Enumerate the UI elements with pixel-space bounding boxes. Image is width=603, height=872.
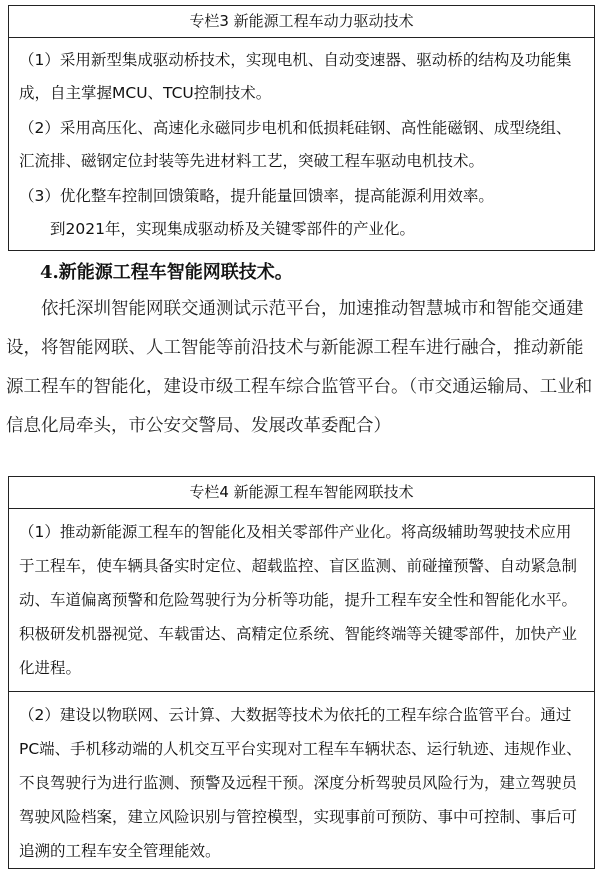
section-paragraph: 依托深圳智能网联交通测试示范平台，加速推动智慧城市和智能交通建设，将智能网联、人工智能等前沿技术与新能源工程车进行融合，推动新能源工程车的智能化，建设市级工程车综合监管平台。（市交通运输局、工业和信息化局牵头，市公安交警局、发展改革委配合） — [6, 299, 593, 436]
box-3-item-2: （2）采用高压化、高速化永磁同步电机和低损耗硅钢、高性能磁钢、成型绕组、汇流排、磁钢定位封装等先进材料工艺，突破工程车驱动电机技术。 — [19, 119, 572, 170]
sidebar-box-3 — [8, 5, 595, 251]
sidebar-box-4 — [8, 476, 595, 869]
box-3-item-3: （3）优化整车控制回馈策略，提升能量回馈率，提高能源利用效率。 — [19, 187, 494, 205]
box-3-body — [9, 38, 594, 246]
box-3-item-1: （1）采用新型集成驱动桥技术，实现电机、自动变速器、驱动桥的结构及功能集成，自主掌握MCU、TCU控制技术。 — [19, 51, 572, 102]
box-4-item-2: （2）建设以物联网、云计算、大数据等技术为依托的工程车综合监管平台。通过PC端、手机移动端的人机交互平台实现对工程车车辆状态、运行轨迹、违规作业、不良驾驶行为进行监测、预警及远程干预。深度分析驾驶员风险行为，建立驾驶员驾驶风险档案，建立风险识别与管控模型，实现事前可预防、事中可控制、事后可追溯的工程车安全管理能效。 — [19, 706, 582, 860]
box-3-item-4: 到2021年，实现集成驱动桥及关键零部件的产业化。 — [50, 220, 415, 238]
section-heading: 4.新能源工程车智能网联技术。 — [40, 262, 293, 283]
box-4-title: 专栏4 新能源工程车智能网联技术 — [9, 477, 594, 509]
box-4-item-1: （1）推动新能源工程车的智能化及相关零部件产业化。将高级辅助驾驶技术应用于工程车，使车辆具备实时定位、超载监控、盲区监测、前碰撞预警、自动紧急制动、车道偏离预警和危险驾驶行为分析等功能，提升工程车安全性和智能化水平。积极研发机器视觉、车载雷达、高精定位系统、智能终端等关键零部件，加快产业化进程。 — [19, 523, 578, 677]
box-3-title: 专栏3 新能源工程车动力驱动技术 — [9, 6, 594, 38]
box-4-body — [9, 509, 594, 868]
box-4-divider — [9, 691, 594, 692]
